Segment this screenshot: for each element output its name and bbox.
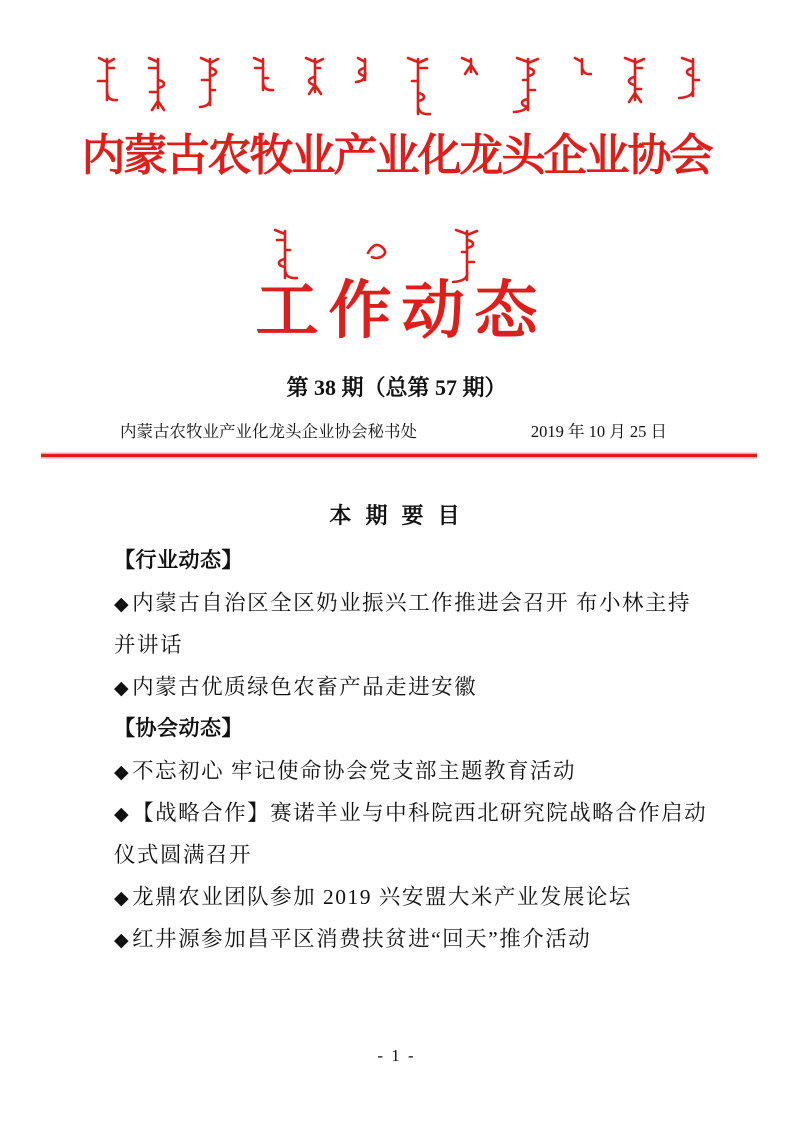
- toc-entry-text: 不忘初心 牢记使命协会党支部主题教育活动: [132, 759, 577, 783]
- mongolian-script-glyph: [301, 56, 327, 98]
- toc-entry-text: 【战略合作】赛诺羊业与中科院西北研究院战略合作启动: [132, 801, 708, 825]
- page-number: - 1 -: [377, 1046, 416, 1065]
- mongolian-script-glyph: [144, 56, 170, 114]
- mongolian-script-glyph: [401, 56, 431, 120]
- toc-entry-text: 【协会动态】: [114, 717, 243, 740]
- issue-number-line: 第 38 期（总第 57 期）: [286, 375, 507, 400]
- toc-section-label: [114, 540, 693, 582]
- toc-entry-text: 内蒙古自治区全区奶业振兴工作推进会召开 布小林主持: [132, 591, 692, 615]
- publication-line: [120, 418, 667, 442]
- toc-entry-text: 并讲话: [114, 633, 184, 657]
- contents-list: [114, 540, 708, 960]
- toc-section-label: [114, 708, 693, 750]
- mongolian-script-glyph: [249, 56, 275, 96]
- mongolian-script-glyph: [457, 56, 483, 78]
- bullet-diamond-icon: ◆: [114, 804, 131, 825]
- mongolian-script-curl: [365, 238, 391, 265]
- publisher-name: 内蒙古农牧业产业化龙头企业协会秘书处: [120, 422, 417, 441]
- toc-item: [114, 918, 693, 960]
- bullet-diamond-icon: ◆: [114, 762, 131, 783]
- toc-entry-text: 红井源参加昌平区消费扶贫进“回天”推介活动: [132, 927, 592, 951]
- toc-entry-text: 龙鼎农业团队参加 2019 兴安盟大米产业发展论坛: [132, 885, 632, 909]
- mongolian-script-glyph: [365, 238, 391, 260]
- mongolian-script-glyph: [196, 56, 222, 111]
- mongolian-script-glyph: [353, 56, 375, 86]
- toc-item-continuation: [114, 834, 693, 876]
- red-divider-rule: [41, 454, 757, 457]
- bullet-diamond-icon: ◆: [114, 678, 131, 699]
- contents-heading: 本 期 要 目: [329, 503, 464, 528]
- bullet-diamond-icon: ◆: [114, 930, 131, 951]
- toc-item: [114, 792, 708, 834]
- bullet-diamond-icon: ◆: [114, 888, 131, 909]
- mongolian-script-top-row: [94, 56, 708, 120]
- toc-item: [114, 666, 693, 708]
- toc-entry-text: 【行业动态】: [114, 549, 243, 572]
- mongolian-script-glyph: [94, 56, 118, 106]
- toc-item: [114, 582, 693, 624]
- mongolian-script-glyph: [674, 56, 708, 102]
- bulletin-title: 工作动态: [255, 276, 548, 346]
- mongolian-script-glyph: [570, 56, 592, 80]
- publish-date: 2019 年 10 月 25 日: [530, 422, 667, 441]
- bullet-diamond-icon: ◆: [114, 594, 131, 615]
- mongolian-script-glyph: [618, 56, 648, 106]
- organization-title: 内蒙古农牧业产业化龙头企业协会: [81, 131, 712, 180]
- toc-item: [114, 750, 693, 792]
- toc-entry-text: 内蒙古优质绿色农畜产品走进安徽: [132, 675, 478, 699]
- toc-item-continuation: [114, 624, 693, 666]
- toc-item: [114, 876, 693, 918]
- toc-entry-text: 仪式圆满召开: [114, 843, 253, 867]
- mongolian-script-glyph: [509, 56, 543, 116]
